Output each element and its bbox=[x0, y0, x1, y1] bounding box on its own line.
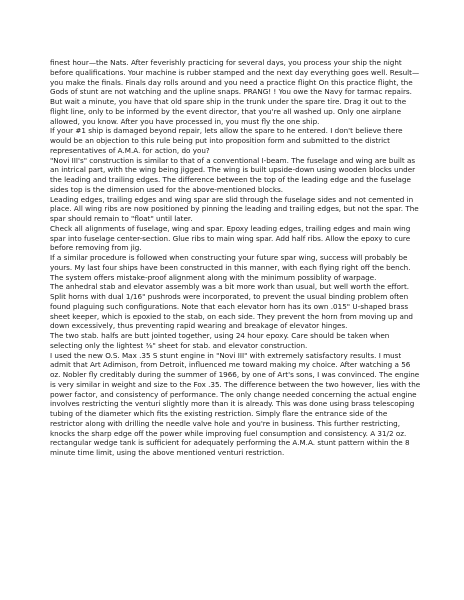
paragraph-2: If your #1 ship is damaged beyond repair, lets allow the spare to he entered. I don't believe there would be an objection to this rule being put into proposition form and submitted to the district representatives of A.M.A. for action, do you? bbox=[50, 126, 403, 155]
paragraph-8: The two stab. halfs are butt jointed together, using 24 hour epoxy. Care should be taken when selecting only the lightest ⅜" sheet for stab. and elevator construction. bbox=[50, 331, 390, 350]
paragraph-6: If a similar procedure is followed when constructing your future spar wing, success will probably be yours. My last four ships have been constructed in this manner, with each flying right off the bench. The system offers mistake-proof alignment along with the minimum possiblity of warpage. bbox=[50, 253, 411, 282]
paragraph-9: I used the new O.S. Max .35 S stunt engine in "Novi III" with extremely satisfactory results. I must admit that Art Adimison, from Detroit, influenced me toward making my choice. After watching a 56 oz. Nobler fly creditably during the summer of 1966, by one of Art's sons, I was convinced. The engine is very similar in weight and size to the Fox .35. The difference between the two however, lies with the power factor, and consistency of performance. The only change needed concerning the actual engine involves restricting the venturi slightly more than it is already. This was done using brass telescoping tubing of the diameter which fits the existing restriction. Simply flare the entrance side of the restrictor along with drilling the needle valve hole and you're in business. This further restricting, knocks the sharp edge off the power while improving fuel consumption and consistency. A 31/2 oz. rectangular wedge tank is sufficient for adequately performing the A.M.A. stunt pattern within the 8 minute time limit, using the above mentioned venturi restriction. bbox=[50, 350, 421, 457]
paragraph-1: finest hour—the Nats. After feverishly practicing for several days, you process your ship the night before qualifications. Your machine is rubber stamped and the next day everything goes well. Result—you make the finals. Finals day rolls around and you need a practice flight On this practice flight, the Gods of stunt are not watching and the upline snaps. PRANG! ! You owe the Navy for tarmac repairs. But wait a minute, you have that old spare ship in the trunk under the spare tire. Drag it out to the flight line, only to be informed by the event director, that you're all washed up. Only one airplane allowed, you know. After you have processed in, you must fly the one ship. bbox=[50, 58, 420, 126]
paragraph-3: "Novi III's" construction is similar to that of a conventional I-beam. The fuselage and wing are built as an intrical part, with the wing being jigged. The wing is built upside-down using wooden blocks under the leading and trailing edges. The difference between the top of the leading edge and the fuselage sides top is the dimension used for the above-mentioned blocks. bbox=[50, 155, 416, 194]
paragraph-4: Leading edges, trailing edges and wing spar are slid through the fuselage sides and not cemented in place. All wing ribs are now positioned by pinning the leading and trailing edges, but not the spar. The spar should remain to "float" until later. bbox=[50, 194, 419, 223]
paragraph-5: Check all alignments of fuselage, wing and spar. Epoxy leading edges, trailing edges and main wing spar into fuselage center-section. Glue ribs to main wing spar. Add half ribs. Allow the epoxy to cure before removing from jig. bbox=[50, 223, 411, 253]
paragraph-7: The anhedral stab and elevator assembly was a bit more work than usual, but well worth the effort. Split horns with dual 1/16" pushrods were incorporated, to prevent the usual binding problem often found plaguing such configurations. Note that each elevator horn has its own .015" U-shaped brass sheet keeper, which is epoxied to the stab, on each side. They prevent the horn from moving up and down excessively, thus preventing rapid wearing and breakage of elevator hinges. bbox=[50, 282, 413, 331]
document-page bbox=[50, 58, 422, 458]
